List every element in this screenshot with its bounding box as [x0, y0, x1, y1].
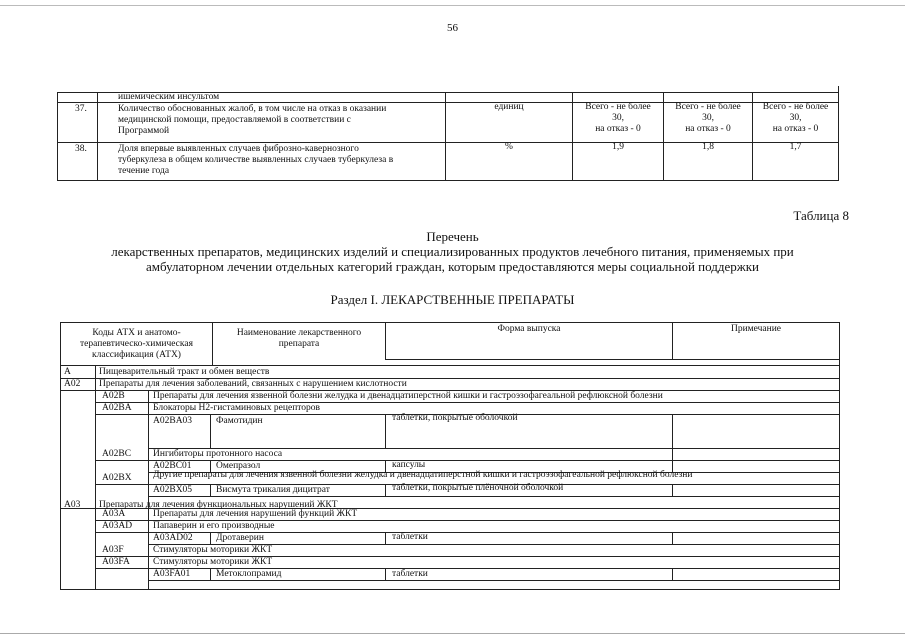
table-label: Таблица 8: [793, 208, 849, 223]
table7-row-37-v1: Всего - не более 30, на отказ - 0: [585, 102, 651, 134]
row-text-A02BA: Блокаторы H2-гистаминовых рецепторов: [153, 403, 321, 413]
table7-row-38-num: 38.: [75, 144, 87, 154]
header-codes: Коды АТХ и анатомо- терапевтическо-химическая классификация (АТХ): [80, 328, 193, 360]
page-number: 56: [447, 22, 458, 34]
table7-row-38-v3: 1,7: [789, 142, 802, 152]
row-code-A03: A03: [64, 500, 81, 510]
row-drug-A02BX05: Висмута трикалия дицитрат: [216, 485, 330, 495]
row-code-A03FA: A03FA: [102, 557, 130, 567]
table7-row-38-v2: 1,8: [702, 142, 714, 152]
row-drug-A02BA03: Фамотидин: [216, 416, 263, 426]
scan-edge-bottom: [0, 633, 905, 634]
row-code-A: A: [64, 367, 71, 377]
row-form-A02BC01: капсулы: [392, 460, 426, 470]
row-form-A03AD02: таблетки: [392, 532, 428, 542]
row-code-A02BA: A02BA: [102, 403, 132, 413]
header-note: Примечание: [730, 324, 782, 334]
row-text-A03FA: Стимуляторы моторики ЖКТ: [153, 557, 273, 567]
row-text-A03F: Стимуляторы моторики ЖКТ: [153, 545, 273, 555]
row-code-A02BA03: A02BA03: [153, 416, 193, 426]
heading-line-1: Перечень: [426, 229, 479, 244]
row-text-A03: Препараты для лечения функциональных нарушений ЖКТ: [99, 500, 338, 510]
row-drug-A02BC01: Омепразол: [216, 461, 261, 471]
row-drug-A03FA01: Метоклопрамид: [216, 569, 282, 579]
scan-edge-top: [0, 5, 905, 6]
row-text-A02B: Препараты для лечения язвенной болезни желудка и двенадцатиперстной кишки и гастроэзофагеальной рефлюксной болезни: [153, 391, 663, 401]
row-drug-A03AD02: Дротаверин: [216, 533, 264, 543]
row-code-A02B: A02B: [102, 391, 125, 401]
row-text-A02BC: Ингибиторы протонного насоса: [153, 449, 283, 459]
row-code-A02BC01: A02BC01: [153, 461, 192, 471]
row-text-A02BX: Другие препараты для лечения язвенной болезни желудка и двенадцатиперстной кишки и гастроэзофагеальной рефлюксной болезни: [153, 470, 693, 480]
row-text-A02: Препараты для лечения заболеваний, связанных с нарушением кислотности: [99, 379, 407, 389]
row-form-A03FA01: таблетки: [392, 569, 428, 579]
row-code-A02: A02: [64, 379, 81, 389]
table7-row-38-v1: 1,9: [612, 142, 624, 152]
row-code-A03AD: A03AD: [102, 521, 133, 531]
row-code-A02BX: A02BX: [102, 473, 132, 483]
row-code-A03FA01: A03FA01: [153, 569, 191, 579]
row-text-A03AD: Папаверин и его производные: [153, 521, 275, 531]
table7-row-37-v3: Всего - не более 30, на отказ - 0: [762, 102, 829, 134]
heading-line-2: лекарственных препаратов, медицинских изделий и специализированных продуктов лечебного питания, применяемых при: [111, 244, 794, 259]
heading-line-3: амбулаторном лечении отдельных категорий граждан, которым предоставляются меры социальной поддержки: [145, 259, 760, 274]
table7-row-38-name: Доля впервые выявленных случаев фиброзно-кавернозного туберкулеза в общем количестве выявленных случаев туберкулеза в течение года: [118, 144, 394, 176]
section-title: Раздел I. ЛЕКАРСТВЕННЫЕ ПРЕПАРАТЫ: [330, 292, 575, 307]
table7-row-37-v2: Всего - не более 30, на отказ - 0: [675, 102, 741, 134]
row-text-A: Пищеварительный тракт и обмен веществ: [99, 367, 270, 377]
row-code-A03F: A03F: [102, 545, 124, 555]
row-code-A03AD02: A03AD02: [153, 533, 193, 543]
table7-top-row-name: ишемическим инсультом: [118, 92, 220, 102]
row-form-A02BX05: таблетки, покрытые плёночной оболочкой: [392, 483, 564, 493]
header-form: Форма выпуска: [497, 324, 561, 334]
table7-row-37-name: Количество обоснованных жалоб, в том числе на отказ в оказании медицинской помощи, предоставляемой в соответствии с Программой: [118, 104, 387, 136]
row-code-A02BX05: A02BX05: [153, 485, 193, 495]
table7-row-37-unit: единиц: [494, 102, 524, 112]
row-code-A03A: A03A: [102, 509, 126, 519]
row-text-A03A: Препараты для лечения нарушений функций ЖКТ: [153, 509, 358, 519]
table7-row-38-unit: %: [505, 142, 513, 152]
row-form-A02BA03: таблетки, покрытые оболочкой: [392, 413, 518, 423]
table7-row-37-num: 37.: [75, 104, 87, 114]
header-drug-name: Наименование лекарственного препарата: [236, 328, 362, 349]
row-code-A02BC: A02BC: [102, 449, 132, 459]
